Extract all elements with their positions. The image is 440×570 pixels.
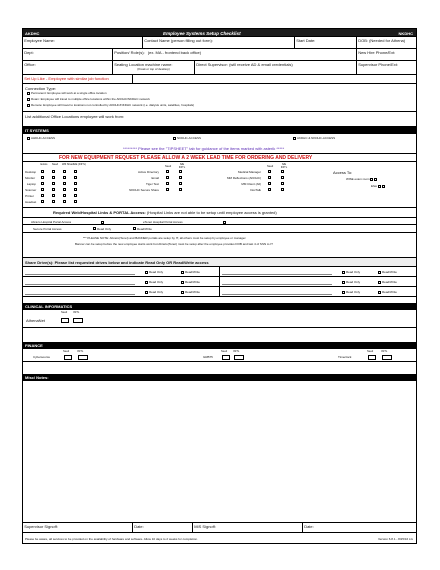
efax-checkbox[interactable] [378, 185, 381, 188]
misc-header [23, 374, 416, 381]
share-read-write-label: Read/Write [382, 290, 397, 294]
portal-note-1: *** PLEASE NOTE: Abrazo(Tenet) and BANNER portals are setup by IT, all others must be setup by employee or manager. [83, 236, 247, 240]
spacer-2 [23, 328, 416, 342]
secure-read-write[interactable] [133, 227, 152, 231]
access-title: Access To: [333, 170, 353, 175]
share-read-write[interactable] [181, 280, 200, 284]
finance-need-head: Need [63, 349, 70, 353]
equipment-item-label: Desktop [25, 170, 37, 174]
supervisor-date-field[interactable]: Date: [133, 523, 193, 532]
form-title: Employee Systems Setup Checklist [163, 30, 241, 36]
share-drive-row [220, 267, 417, 277]
share-read-only-label: Read Only [149, 290, 164, 294]
equipment-section [23, 162, 416, 208]
misc-notes-area[interactable] [23, 381, 416, 523]
dob-field[interactable]: DOB: (Needed for Athena) [358, 37, 406, 43]
it-option-nkdhc[interactable] [173, 136, 201, 140]
it-option-both[interactable] [293, 136, 335, 140]
clinical-initl-head: INITL [73, 311, 80, 314]
roam-label: Roam: Employee will travel to multiple office locations within the AKDHC/NKDHC network [31, 97, 150, 101]
equipment-checkbox[interactable] [52, 188, 55, 191]
abrazo-label: Abrazo Hospital Portal Access [31, 219, 72, 224]
share-drive-row [220, 277, 417, 287]
equipment-banner: FOR NEW EQUIPMENT REQUEST PLEASE ALLOW A 2 WEEK LEAD TIME FOR ORDERING AND DELIVERY [59, 155, 313, 161]
equipment-item-label: Printer [25, 194, 34, 198]
equipment-checkbox[interactable] [74, 182, 77, 185]
remote-label: Remote: Employee will travel to locations not controlled by AKDHC/NKDHC network (i.e. dialysis units, satellites, hospitals) [31, 103, 195, 107]
finance-item-label: Cybersource [33, 355, 51, 359]
share-drive-name-field[interactable] [25, 269, 135, 275]
share-read-write-label: Read/Write [382, 270, 397, 274]
finance-initl-box[interactable] [382, 355, 392, 360]
equipment-item-label: Monitor [25, 176, 36, 180]
secure-read-write-label: Read/Write [137, 226, 152, 231]
secure-portal-row [23, 225, 416, 233]
finance-item-label: GRB75 [203, 355, 213, 359]
wise-checkbox[interactable] [370, 178, 373, 181]
app-ne-checkbox[interactable] [281, 170, 284, 173]
app-item-label: MM Client (All) [241, 182, 261, 186]
etenet-checkbox[interactable] [223, 221, 226, 224]
new-hire-phone-field[interactable]: New Hire Phone/Ext: [358, 49, 396, 55]
finance-need-checkbox[interactable] [222, 355, 230, 360]
col-will-share: Will Share [62, 163, 74, 166]
roam-checkbox[interactable] [27, 98, 30, 101]
share-read-only-checkbox[interactable] [342, 291, 345, 294]
share-drive-name-field[interactable] [222, 279, 332, 285]
equipment-checkbox[interactable] [41, 194, 44, 197]
share-read-write[interactable] [378, 280, 397, 284]
equipment-checkbox[interactable] [63, 182, 66, 185]
contact-name-field[interactable]: Contact Name (person filling out form): [143, 37, 295, 48]
col-need: Need [51, 163, 59, 166]
checklist-form [22, 28, 417, 544]
equipment-checkbox[interactable] [74, 170, 77, 173]
shares-title: Share Drive(s): Please list requested drives below and indicate Read Only OR Read/Write access [25, 260, 209, 265]
wise-label: WISE exam room [346, 177, 370, 181]
it-systems-title: IT SYSTEMS [25, 128, 49, 133]
additional-locations-label: List additional Office Locations employee will work from: [25, 113, 125, 119]
position-field[interactable] [113, 49, 357, 60]
right-org: NKDHC [398, 30, 413, 36]
app-item-label: MM Reflections (AKDHC) [226, 176, 261, 180]
equipment-checkbox[interactable] [63, 188, 66, 191]
dept-field[interactable]: Dept: [23, 49, 113, 60]
athenanet-need[interactable] [61, 318, 70, 323]
share-read-write[interactable] [181, 270, 200, 274]
portal-section [23, 208, 416, 258]
athenanet-need-checkbox[interactable] [61, 318, 69, 323]
equipment-checkbox[interactable] [52, 182, 55, 185]
equipment-item-label: Laptop [26, 182, 36, 186]
equipment-checkbox[interactable] [41, 182, 44, 185]
abrazo-checkbox-wrap[interactable] [101, 220, 105, 225]
share-read-write[interactable] [181, 290, 200, 294]
share-read-write-label: Read/Write [185, 290, 200, 294]
share-drive-row [23, 267, 220, 277]
mis-signoff-field[interactable]: MIS Signoff: [193, 523, 303, 532]
system-item-label: Email [151, 176, 159, 180]
row-office [23, 61, 416, 75]
abrazo-row [23, 217, 416, 225]
equipment-checkbox[interactable] [63, 170, 66, 173]
system-ne-checkbox[interactable] [179, 182, 182, 185]
share-drive-name-field[interactable] [25, 289, 135, 295]
equipment-checkbox[interactable] [63, 194, 66, 197]
share-read-only-checkbox[interactable] [145, 291, 148, 294]
etenet-checkbox-wrap[interactable] [223, 220, 227, 225]
share-read-only[interactable] [342, 290, 360, 294]
share-read-write-checkbox[interactable] [181, 281, 184, 284]
finance-initl-head: INITL [381, 349, 388, 353]
finance-need-checkbox[interactable] [64, 355, 72, 360]
secure-read-write-checkbox[interactable] [133, 227, 136, 230]
share-read-write-checkbox[interactable] [378, 271, 381, 274]
share-drive-name-field[interactable] [222, 269, 332, 275]
finance-need-head: Need [367, 349, 374, 353]
portal-title-line [53, 210, 277, 215]
mis-date-field[interactable]: Date: [304, 523, 314, 529]
spacer-3 [23, 362, 416, 374]
system-ne-checkbox[interactable] [179, 176, 182, 179]
additional-locations-field[interactable] [23, 111, 416, 119]
share-read-write-checkbox[interactable] [181, 291, 184, 294]
share-read-only[interactable] [342, 280, 360, 284]
col-mid-ne: N/E INITL [178, 163, 186, 169]
share-read-only-checkbox[interactable] [145, 271, 148, 274]
system-ne-checkbox[interactable] [179, 170, 182, 173]
share-read-write[interactable] [378, 270, 397, 274]
col-ne-initl: N/E (INITL) [73, 163, 87, 166]
seating-field[interactable] [113, 61, 195, 74]
share-read-only-label: Read Only [346, 270, 361, 274]
system-need-checkbox[interactable] [166, 188, 169, 191]
share-read-write-checkbox[interactable] [378, 281, 381, 284]
tipsheet-note: ********* Please see the "TIPSHEET" tab for guidance of the items marked with asterik ***** [123, 146, 285, 151]
both-label: AKDHC & NKDHC-ACCESS [297, 136, 336, 140]
portal-note-2: Banner can be setup before the new employee starts work but Abrazo(Tenet) must be setup after the employee provides DOB and last 4 of SSN to IT [75, 242, 273, 246]
app-need-checkbox[interactable] [268, 176, 271, 179]
akdhc-checkbox[interactable] [27, 137, 30, 140]
share-read-write-label: Read/Write [382, 280, 397, 284]
remote-checkbox[interactable] [27, 104, 30, 107]
system-item-label: Tiger Text [145, 182, 159, 186]
shares-header [23, 258, 416, 267]
left-org: AKDHC [25, 30, 40, 36]
system-need-checkbox[interactable] [166, 176, 169, 179]
connection-option-remote[interactable] [27, 103, 194, 107]
wise-ne-checkbox[interactable] [374, 178, 377, 181]
equipment-checkbox[interactable] [41, 200, 44, 203]
system-item-label: NKDHC Secure Share [129, 188, 159, 192]
row-dept [23, 49, 416, 61]
access-wise[interactable] [346, 177, 378, 181]
it-option-akdhc[interactable] [27, 136, 55, 140]
access-efax[interactable] [371, 184, 386, 188]
share-drive-name-field[interactable] [25, 279, 135, 285]
finance-need-checkbox[interactable] [368, 355, 376, 360]
share-read-write[interactable] [378, 290, 397, 294]
finance-initl-box[interactable] [234, 355, 244, 360]
finance-need-head: Need [221, 349, 228, 353]
equipment-checkbox[interactable] [41, 176, 44, 179]
system-item-label: Active Directory [137, 170, 159, 174]
employee-name-field[interactable]: Employee Name: [23, 37, 143, 48]
equipment-checkbox[interactable] [63, 200, 66, 203]
footer-note: Please be aware, all services to be provided on the availability of hardware and software. Allow 10 days to 2 weeks for completion. [25, 537, 198, 541]
share-read-write-checkbox[interactable] [378, 291, 381, 294]
col-exists: Exists [40, 163, 48, 166]
system-ne-checkbox[interactable] [179, 188, 182, 191]
equipment-checkbox[interactable] [74, 194, 77, 197]
share-read-only-checkbox[interactable] [342, 281, 345, 284]
app-need-checkbox[interactable] [268, 182, 271, 185]
share-read-only[interactable] [145, 290, 163, 294]
efax-ne-checkbox[interactable] [382, 185, 385, 188]
finance-item-label: Timeclock [338, 355, 352, 359]
portal-title: Required Web/Hospital Links & PORTAL Access: [53, 210, 146, 215]
position-hint: (ex. MA - frontend back office) [147, 49, 202, 55]
share-drive-name-field[interactable] [222, 289, 332, 295]
finance-title: FINANCE [25, 343, 43, 348]
secure-portal-label: Secure Portal Access [33, 226, 62, 231]
equipment-checkbox[interactable] [74, 188, 77, 191]
clinical-section [23, 310, 416, 328]
app-ne-checkbox[interactable] [281, 182, 284, 185]
equipment-checkbox[interactable] [74, 176, 77, 179]
clinical-title: CLINICAL INFORMATICS [25, 304, 73, 309]
share-read-write-checkbox[interactable] [181, 271, 184, 274]
share-read-write-label: Read/Write [185, 280, 200, 284]
abrazo-checkbox[interactable] [101, 221, 104, 224]
akdhc-label: AHDHC-ACCESS [31, 136, 56, 140]
finance-header [23, 342, 416, 349]
footer-version: Version 6.8.1 - 8/25/16 LG [377, 537, 413, 541]
share-read-only-label: Read Only [149, 270, 164, 274]
seating-label: Seating Location machine name: [114, 61, 173, 67]
clinical-header [23, 303, 416, 310]
system-need-checkbox[interactable] [166, 182, 169, 185]
equipment-item-label: Headset [25, 200, 37, 204]
system-need-checkbox[interactable] [166, 170, 169, 173]
athenanet-initl[interactable] [73, 318, 84, 323]
equipment-checkbox[interactable] [41, 170, 44, 173]
row-setup-like [23, 75, 416, 84]
col-right-ne: N/E INITL [280, 163, 288, 169]
position-label: Position/ Role(s): [114, 49, 145, 55]
share-read-only-label: Read Only [149, 280, 164, 284]
row-employee [23, 37, 416, 49]
connection-option-roam[interactable] [27, 97, 150, 101]
it-systems-section [23, 134, 416, 154]
etenet-label: eTenet Hospital Portal Access [143, 219, 183, 224]
supervisor-phone-field[interactable]: Supervisor Phone/Ext: [358, 61, 398, 67]
form-header [23, 29, 416, 37]
equipment-item-label: Scanner [25, 188, 37, 192]
office-field[interactable]: Office: [23, 61, 113, 74]
share-drive-row [23, 277, 220, 287]
connection-option-permanent[interactable] [27, 91, 106, 95]
app-need-checkbox[interactable] [268, 188, 271, 191]
app-need-checkbox[interactable] [268, 170, 271, 173]
nkdhc-checkbox[interactable] [173, 137, 176, 140]
footer [23, 533, 416, 545]
equipment-checkbox[interactable] [52, 176, 55, 179]
share-read-only-checkbox[interactable] [145, 281, 148, 284]
col-mid-need: Need [165, 165, 172, 168]
share-read-write-label: Read/Write [185, 270, 200, 274]
app-item-label: DocTalk [250, 188, 261, 192]
supervisor-signoff-field[interactable]: Supervisor Signoff: [23, 523, 133, 532]
share-drive-row [220, 287, 417, 297]
finance-initl-head: INITL [77, 349, 84, 353]
supervisor-field[interactable]: Direct Supervisor: (will receive AD & email credentials) [195, 61, 357, 74]
share-drive-row [23, 287, 220, 297]
equipment-checkbox[interactable] [74, 200, 77, 203]
signoff-row [23, 523, 416, 533]
finance-initl-box[interactable] [78, 355, 88, 360]
share-read-only[interactable] [145, 280, 163, 284]
share-read-only-checkbox[interactable] [342, 271, 345, 274]
secure-read-only[interactable] [93, 227, 111, 231]
it-systems-header [23, 127, 416, 134]
equipment-checkbox[interactable] [52, 170, 55, 173]
finance-initl-head: INITL [233, 349, 240, 353]
efax-label: Efax [371, 184, 378, 188]
share-read-only-label: Read Only [346, 280, 361, 284]
app-item-label: Medical Manager [237, 170, 261, 174]
col-right-need: Need [267, 165, 274, 168]
equipment-checkbox[interactable] [52, 200, 55, 203]
app-ne-checkbox[interactable] [281, 188, 284, 191]
share-read-only-label: Read Only [346, 290, 361, 294]
both-checkbox[interactable] [293, 137, 296, 140]
nkdhc-label: NKDHC-ACCESS [177, 136, 202, 140]
equipment-banner-row [23, 154, 416, 162]
share-read-only[interactable] [145, 270, 163, 274]
equipment-checkbox[interactable] [63, 176, 66, 179]
clinical-need-head: Need [61, 311, 68, 314]
seating-hint: (Kiosk or top of desktop) [137, 66, 170, 71]
app-ne-checkbox[interactable] [281, 176, 284, 179]
permanent-checkbox[interactable] [27, 92, 30, 95]
secure-read-only-checkbox[interactable] [93, 227, 96, 230]
finance-section [23, 349, 416, 362]
secure-read-only-label: Read Only [97, 226, 112, 231]
portal-title-note: (Hospital Links are not able to be setup until employee access is granted) [145, 210, 277, 215]
equipment-checkbox[interactable] [41, 188, 44, 191]
setup-like-field[interactable]: Set Up Like - Employee with similar job function [23, 75, 133, 83]
equipment-checkbox[interactable] [52, 194, 55, 197]
share-read-only[interactable] [342, 270, 360, 274]
start-date-field[interactable]: Start Date: [295, 37, 357, 48]
athenanet-initl-box[interactable] [73, 318, 83, 323]
misc-title: Misc/ Notes: [25, 375, 49, 380]
shares-section [23, 267, 416, 297]
connection-section [23, 84, 416, 127]
connection-title: Connection Type: [25, 86, 57, 91]
permanent-label: Permanent: Employee will work at a single office location [31, 91, 107, 95]
athenanet-label: AthenaNet [26, 318, 45, 323]
